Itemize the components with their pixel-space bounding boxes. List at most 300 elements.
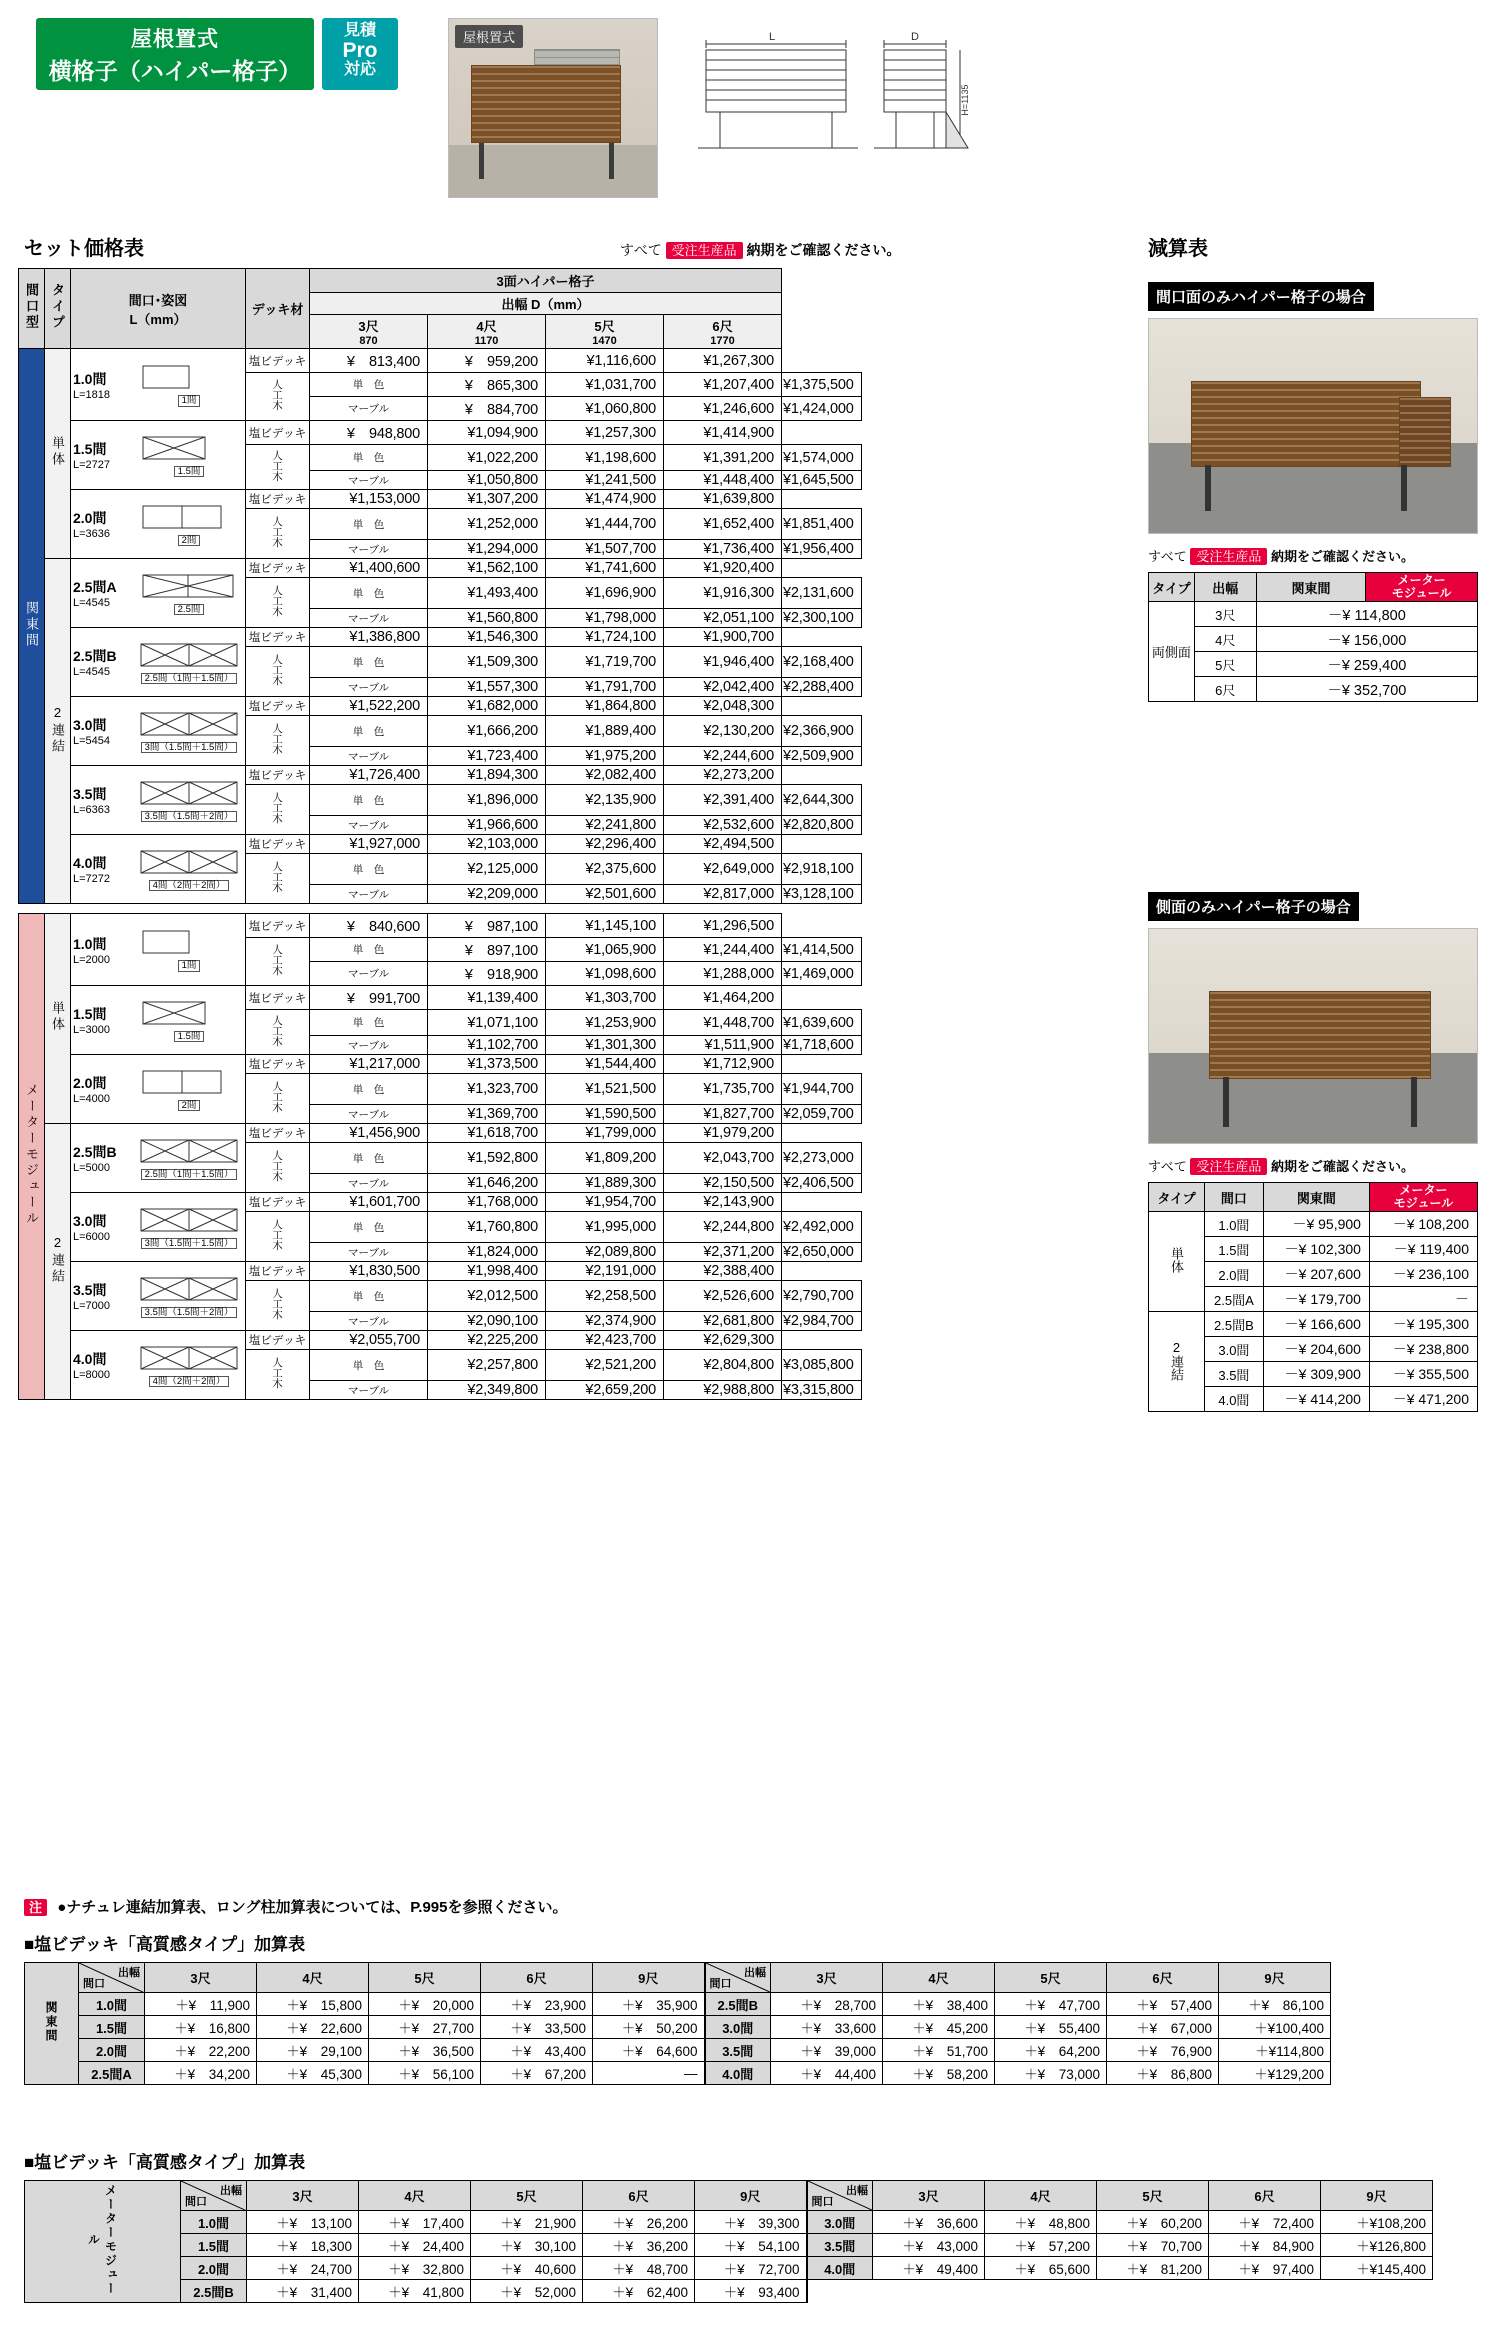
type-double: 2連結	[1149, 1312, 1205, 1412]
gensan-block1-note	[1148, 546, 1414, 565]
price-cell: ¥2,042,400	[664, 678, 782, 697]
table-row	[19, 1193, 862, 1212]
type-single: 単体	[50, 436, 65, 468]
deck-marble: マーブル	[310, 397, 428, 421]
main-table-title: セット価格表	[24, 238, 144, 260]
table-row	[25, 1993, 1331, 2016]
add-price: ＋¥ 26,200	[583, 2211, 695, 2234]
col-r-6尺: 6尺	[1107, 1963, 1219, 1993]
price-cell: ¥1,469,000	[782, 962, 862, 986]
price-cell: ¥1,894,300	[428, 766, 546, 785]
col-meter: メーター モジュール	[1369, 1183, 1477, 1212]
price-cell: ¥1,031,700	[546, 373, 664, 397]
add-price: ＋¥ 54,100	[695, 2234, 807, 2257]
photo-leg-left	[1223, 1077, 1229, 1127]
add-price: ＋¥ 81,200	[1097, 2257, 1209, 2280]
price-cell: ¥2,804,800	[664, 1350, 782, 1381]
price-cell: ¥2,089,800	[546, 1243, 664, 1262]
price-cell: ¥1,296,500	[664, 914, 782, 938]
col-d: 出幅	[1194, 573, 1256, 602]
price-cell: ¥1,798,000	[546, 609, 664, 628]
span-figure	[135, 998, 243, 1030]
note-prefix: すべて	[1148, 549, 1187, 564]
svg-text:H=1135: H=1135	[960, 84, 970, 116]
photo-tag: 屋根置式	[455, 25, 523, 48]
price-cell: ¥1,294,000	[428, 540, 546, 559]
price-cell: ¥2,150,500	[664, 1174, 782, 1193]
deck-marble: マーブル	[310, 471, 428, 490]
gensan-meter: －¥ 236,100	[1369, 1262, 1477, 1287]
deck-jinko: 人工木	[271, 654, 283, 686]
deck-jinko: 人工木	[271, 1219, 283, 1251]
photo-wood-side	[1399, 397, 1451, 467]
span-name: 2.5間B	[73, 648, 117, 664]
table-row	[19, 1331, 862, 1350]
price-cell: ¥2,168,400	[782, 647, 862, 678]
price-cell: ¥1,400,600	[310, 559, 428, 578]
add-price: ＋¥ 27,700	[369, 2016, 481, 2039]
table-row	[1149, 1212, 1478, 1237]
price-cell: ¥1,050,800	[428, 471, 546, 490]
span-name: 1.0間	[73, 935, 107, 952]
price-cell: ¥1,246,600	[664, 397, 782, 421]
d-label: 6尺	[1194, 677, 1256, 702]
price-cell: ¥1,065,900	[546, 938, 664, 962]
price-cell: ¥2,644,300	[782, 785, 862, 816]
note-suffix: 納期をご確認ください。	[746, 242, 901, 258]
add-price: ＋¥ 17,400	[359, 2211, 471, 2234]
table-row	[25, 2257, 1433, 2280]
price-cell: ¥1,375,500	[782, 373, 862, 397]
price-cell: ¥2,244,600	[664, 747, 782, 766]
price-cell: ¥1,736,400	[664, 540, 782, 559]
span-figure-label: 3.5間（1.5間＋2間）	[141, 1307, 238, 1319]
side-label: メーターモジュール	[86, 2184, 118, 2296]
w-label: 2.5間B	[1205, 1312, 1264, 1337]
price-cell: ¥ 897,100	[428, 938, 546, 962]
add-price: ＋¥ 72,700	[695, 2257, 807, 2280]
price-cell: ¥2,391,400	[664, 785, 782, 816]
span-length: L=6000	[73, 1231, 111, 1243]
table-row	[25, 2234, 1433, 2257]
corner-header-right: 間口 出幅	[705, 1963, 771, 1993]
price-cell: ¥2,300,100	[782, 609, 862, 628]
deck-jinko: 人工木	[271, 379, 283, 411]
price-cell: ¥2,371,200	[664, 1243, 782, 1262]
price-cell: ¥1,198,600	[546, 445, 664, 471]
price-cell: ¥1,646,200	[428, 1174, 546, 1193]
row-label-right: 4.0間	[807, 2257, 873, 2280]
span-length: L=7272	[73, 873, 111, 885]
price-cell: ¥1,022,200	[428, 445, 546, 471]
deck-enbi: 塩ビデッキ	[246, 349, 310, 373]
price-cell: ¥1,735,700	[664, 1074, 782, 1105]
badge-line1: 屋根置式	[131, 28, 219, 51]
table-row	[1149, 1312, 1478, 1337]
col-deck: デッキ材	[251, 302, 304, 317]
w-label: 1.5間	[1205, 1237, 1264, 1262]
type-single: 単体	[1149, 1212, 1205, 1312]
table-row	[1149, 652, 1478, 677]
price-cell: ¥1,592,800	[428, 1143, 546, 1174]
add-price: ＋¥ 21,900	[471, 2211, 583, 2234]
gensan-block1-caption: 間口面のみハイパー格子の場合	[1148, 282, 1374, 311]
price-cell: ¥2,629,300	[664, 1331, 782, 1350]
price-cell: ¥1,102,700	[428, 1036, 546, 1055]
span-figure	[135, 433, 243, 465]
price-cell: ¥1,493,400	[428, 578, 546, 609]
col-4尺: 4尺	[257, 1963, 369, 1993]
span-length: L=4545	[73, 597, 111, 609]
table-row	[19, 1124, 862, 1143]
side-label: 関東間	[44, 2001, 58, 2043]
price-cell: ¥1,444,700	[546, 509, 664, 540]
add-price: ＋¥ 72,400	[1209, 2211, 1321, 2234]
add-price: ＋¥ 76,900	[1107, 2039, 1219, 2062]
add-price: ＋¥ 34,200	[145, 2062, 257, 2085]
price-cell: ¥1,946,400	[664, 647, 782, 678]
row-label-right: 3.5間	[807, 2234, 873, 2257]
span-figure-label: 2.5間	[174, 604, 205, 616]
table-row	[25, 2211, 1433, 2234]
price-cell: ¥1,896,000	[428, 785, 546, 816]
deck-enbi: 塩ビデッキ	[246, 1055, 310, 1074]
price-cell: ¥1,509,300	[428, 647, 546, 678]
add-price: ＋¥ 84,900	[1209, 2234, 1321, 2257]
add-price: ＋¥ 43,400	[481, 2039, 593, 2062]
col-r-3尺: 3尺	[873, 2181, 985, 2211]
price-cell: ¥1,719,700	[546, 647, 664, 678]
deck-jinko: 人工木	[271, 1357, 283, 1389]
table-row	[19, 1055, 862, 1074]
row-label-left: 2.5間B	[181, 2280, 247, 2303]
span-figure-label: 1間	[178, 395, 201, 407]
table-row	[19, 628, 862, 647]
price-cell: ¥1,116,600	[546, 349, 664, 373]
table-row	[19, 697, 862, 716]
add-price: ＋¥ 67,200	[481, 2062, 593, 2085]
price-cell: ¥1,889,300	[546, 1174, 664, 1193]
price-cell: ¥1,889,400	[546, 716, 664, 747]
deck-marble: マーブル	[310, 1312, 428, 1331]
price-cell: ¥1,373,500	[428, 1055, 546, 1074]
col-r-9尺: 9尺	[1321, 2181, 1433, 2211]
span-figure	[135, 1343, 243, 1375]
add-price: ＋¥ 15,800	[257, 1993, 369, 2016]
price-cell: ¥1,386,800	[310, 628, 428, 647]
deck-enbi: 塩ビデッキ	[246, 835, 310, 854]
deck-jinko: 人工木	[271, 585, 283, 617]
add-table-2	[24, 2180, 1433, 2303]
table-row	[19, 835, 862, 854]
price-cell: ¥ 959,200	[428, 349, 546, 373]
deck-tan: 単 色	[310, 445, 428, 471]
span-length: L=6363	[73, 804, 111, 816]
table-row	[25, 2280, 1433, 2303]
span-figure	[135, 847, 243, 879]
price-cell: ¥1,723,400	[428, 747, 546, 766]
span-figure-label: 3間（1.5間＋1.5間）	[141, 1238, 238, 1250]
dcol-shaku-2: 5尺	[594, 319, 615, 334]
deck-jinko: 人工木	[271, 1288, 283, 1320]
price-cell: ¥1,724,100	[546, 628, 664, 647]
gensan-table-2	[1148, 1182, 1478, 1412]
price-cell: ¥1,507,700	[546, 540, 664, 559]
price-cell: ¥1,560,800	[428, 609, 546, 628]
add-price: ＋¥114,800	[1219, 2039, 1331, 2062]
gensan-kanto: －¥ 414,200	[1263, 1387, 1369, 1412]
add-price: ＋¥ 55,400	[995, 2016, 1107, 2039]
price-cell: ¥2,918,100	[782, 854, 862, 885]
span-name: 3.0間	[73, 717, 107, 733]
deck-marble: マーブル	[310, 1381, 428, 1400]
price-cell: ¥1,153,000	[310, 490, 428, 509]
price-cell: ¥1,217,000	[310, 1055, 428, 1074]
deck-tan: 単 色	[310, 716, 428, 747]
deck-enbi: 塩ビデッキ	[246, 697, 310, 716]
deck-tan: 単 色	[310, 647, 428, 678]
gensan-price: －¥ 259,400	[1256, 652, 1477, 677]
add-price: ＋¥ 28,700	[771, 1993, 883, 2016]
deck-marble: マーブル	[310, 1036, 428, 1055]
span-name: 1.5間	[73, 441, 107, 457]
price-cell: ¥1,827,700	[664, 1105, 782, 1124]
price-cell: ¥1,094,900	[428, 421, 546, 445]
col-r-5尺: 5尺	[995, 1963, 1107, 1993]
price-cell: ¥2,492,000	[782, 1212, 862, 1243]
gensan-title: 減算表	[1148, 238, 1208, 260]
deck-jinko: 人工木	[271, 516, 283, 548]
add-price: ＋¥ 52,000	[471, 2280, 583, 2303]
row-label-left: 1.0間	[181, 2211, 247, 2234]
span-length: L=8000	[73, 1369, 111, 1381]
span-name: 1.5間	[73, 1006, 107, 1022]
row-label-left: 1.5間	[181, 2234, 247, 2257]
col-3尺: 3尺	[247, 2181, 359, 2211]
w-label: 1.0間	[1205, 1212, 1264, 1237]
price-cell: ¥2,131,600	[782, 578, 862, 609]
add-price: ＋¥ 18,300	[247, 2234, 359, 2257]
gensan-block2-note	[1148, 1156, 1414, 1175]
deck-marble: マーブル	[310, 1105, 428, 1124]
add-price: ＋¥126,800	[1321, 2234, 1433, 2257]
price-cell: ¥1,851,400	[782, 509, 862, 540]
table-row	[19, 421, 862, 445]
deck-enbi: 塩ビデッキ	[246, 1193, 310, 1212]
add-price: ＋¥ 39,000	[771, 2039, 883, 2062]
gensan-meter: －¥ 119,400	[1369, 1237, 1477, 1262]
deck-jinko: 人工木	[271, 1014, 283, 1047]
gensan-meter: －¥ 238,800	[1369, 1337, 1477, 1362]
deck-jinko: 人工木	[271, 723, 283, 755]
row-label-right: 3.5間	[705, 2039, 771, 2062]
col-9尺: 9尺	[593, 1963, 705, 1993]
photo-wood-panel	[471, 65, 621, 143]
gensan-block1-caption-wrap	[1148, 282, 1374, 311]
span-figure-label: 2間	[178, 535, 201, 547]
price-cell: ¥1,601,700	[310, 1193, 428, 1212]
span-figure	[135, 1274, 243, 1306]
add-price: ＋¥ 57,200	[985, 2234, 1097, 2257]
price-cell: ¥3,128,100	[782, 885, 862, 904]
price-cell: ¥2,135,900	[546, 785, 664, 816]
span-length: L=5000	[73, 1162, 111, 1174]
add-price: ＋¥ 11,900	[145, 1993, 257, 2016]
add-price: ＋¥ 57,400	[1107, 1993, 1219, 2016]
price-cell: ¥1,414,500	[782, 938, 862, 962]
add-table-2-title: ■塩ビデッキ「高質感タイプ」加算表	[24, 2153, 306, 2172]
product-badge	[36, 18, 314, 90]
add-price: ＋¥ 60,200	[1097, 2211, 1209, 2234]
table-row	[19, 1262, 862, 1281]
price-cell: ¥2,012,500	[428, 1281, 546, 1312]
span-name: 2.5間B	[73, 1144, 117, 1160]
dcol-shaku-0: 3尺	[358, 319, 379, 334]
price-cell: ¥2,244,800	[664, 1212, 782, 1243]
price-cell: ¥1,927,000	[310, 835, 428, 854]
photo-leg-left	[1205, 465, 1211, 511]
col-span-unit: L（mm）	[129, 311, 187, 327]
price-cell: ¥2,494,500	[664, 835, 782, 854]
span-length: L=5454	[73, 735, 111, 747]
set-price-table	[18, 268, 862, 1400]
price-cell: ¥2,509,900	[782, 747, 862, 766]
price-cell: ¥2,423,700	[546, 1331, 664, 1350]
price-cell: ¥2,984,700	[782, 1312, 862, 1331]
price-cell: ¥1,252,000	[428, 509, 546, 540]
add-price: ＋¥ 32,800	[359, 2257, 471, 2280]
gensan-block1-photo	[1148, 318, 1478, 534]
span-length: L=1818	[73, 388, 111, 401]
price-cell: ¥2,375,600	[546, 854, 664, 885]
deck-marble: マーブル	[310, 678, 428, 697]
d-label: 4尺	[1194, 627, 1256, 652]
price-cell: ¥2,225,200	[428, 1331, 546, 1350]
deck-tan: 単 色	[310, 578, 428, 609]
dcol-mm-2: 1470	[592, 335, 617, 347]
add-price: ＋¥ 38,400	[883, 1993, 995, 2016]
product-photo	[448, 18, 658, 198]
price-cell: ¥1,267,300	[664, 349, 782, 373]
span-figure-label: 2.5間（1間＋1.5間）	[141, 1169, 238, 1181]
gensan-kanto: －¥ 204,600	[1263, 1337, 1369, 1362]
span-name: 3.0間	[73, 1213, 107, 1229]
price-cell: ¥1,760,800	[428, 1212, 546, 1243]
price-cell: ¥1,768,000	[428, 1193, 546, 1212]
price-cell: ¥ 840,600	[310, 914, 428, 938]
price-cell: ¥2,790,700	[782, 1281, 862, 1312]
price-cell: ¥1,145,100	[546, 914, 664, 938]
span-name: 2.0間	[73, 1075, 107, 1091]
col-w: 間口	[1205, 1183, 1264, 1212]
made-to-order-badge: 受注生産品	[1190, 548, 1267, 565]
add-price: ＋¥ 45,200	[883, 2016, 995, 2039]
span-length: L=4000	[73, 1093, 111, 1105]
span-figure-label: 3.5間（1.5間＋2間）	[141, 811, 238, 823]
price-cell: ¥1,307,200	[428, 490, 546, 509]
price-cell: ¥ 948,800	[310, 421, 428, 445]
span-figure-label: 2.5間（1間＋1.5間）	[141, 673, 238, 685]
dcol-shaku-1: 4尺	[476, 319, 497, 334]
footnote-mark: 注	[24, 1899, 47, 1916]
add-price: ＋¥ 49,400	[873, 2257, 985, 2280]
note-prefix: すべて	[1148, 1159, 1187, 1174]
span-length: L=7000	[73, 1300, 111, 1312]
add-price: ＋¥ 29,100	[257, 2039, 369, 2062]
add-price: ＋¥ 58,200	[883, 2062, 995, 2085]
footnote	[24, 1896, 567, 1917]
span-name: 2.5間A	[73, 579, 117, 595]
table-row	[25, 2062, 1331, 2085]
price-cell: ¥1,562,100	[428, 559, 546, 578]
add-price: ＋¥ 36,500	[369, 2039, 481, 2062]
gensan-price: －¥ 352,700	[1256, 677, 1477, 702]
gensan-block2-photo	[1148, 928, 1478, 1144]
price-cell: ¥2,209,000	[428, 885, 546, 904]
price-cell: ¥1,071,100	[428, 1010, 546, 1036]
table-row	[19, 914, 862, 938]
pro-line1: 見積	[343, 22, 376, 39]
deck-tan: 単 色	[310, 1212, 428, 1243]
row-label-right: 4.0間	[705, 2062, 771, 2085]
col-5尺: 5尺	[471, 2181, 583, 2211]
deck-tan: 単 色	[310, 785, 428, 816]
price-cell: ¥2,406,500	[782, 1174, 862, 1193]
deck-tan: 単 色	[310, 509, 428, 540]
deck-tan: 単 色	[310, 373, 428, 397]
price-cell: ¥2,051,100	[664, 609, 782, 628]
span-figure-label: 3間（1.5間＋1.5間）	[141, 742, 238, 754]
add-price: ＋¥ 64,200	[995, 2039, 1107, 2062]
deck-tan: 単 色	[310, 938, 428, 962]
price-cell: ¥2,659,200	[546, 1381, 664, 1400]
price-cell: ¥2,366,900	[782, 716, 862, 747]
deck-jinko: 人工木	[271, 944, 283, 976]
col-kanto: 関東間	[1263, 1183, 1369, 1212]
price-cell: ¥1,975,200	[546, 747, 664, 766]
photo-wood-panel	[1209, 991, 1431, 1079]
photo-wood-panel	[1191, 381, 1421, 467]
gensan-kanto: －¥ 309,900	[1263, 1362, 1369, 1387]
add-price: ＋¥145,400	[1321, 2257, 1433, 2280]
row-label-right: 2.5間B	[705, 1993, 771, 2016]
price-cell: ¥2,143,900	[664, 1193, 782, 1212]
price-cell: ¥1,666,200	[428, 716, 546, 747]
col-9尺: 9尺	[695, 2181, 807, 2211]
price-cell: ¥1,954,700	[546, 1193, 664, 1212]
deck-enbi: 塩ビデッキ	[246, 986, 310, 1010]
gensan-meter: －¥ 471,200	[1369, 1387, 1477, 1412]
deck-enbi: 塩ビデッキ	[246, 914, 310, 938]
price-cell: ¥2,130,200	[664, 716, 782, 747]
price-cell: ¥1,645,500	[782, 471, 862, 490]
add-price: ＋¥ 86,100	[1219, 1993, 1331, 2016]
price-cell: ¥1,139,400	[428, 986, 546, 1010]
price-cell: ¥1,741,600	[546, 559, 664, 578]
price-cell: ¥2,649,000	[664, 854, 782, 885]
table-row	[19, 986, 862, 1010]
gensan-block2-caption: 側面のみハイパー格子の場合	[1148, 892, 1359, 921]
col-r-3尺: 3尺	[771, 1963, 883, 1993]
col-6尺: 6尺	[481, 1963, 593, 1993]
price-cell: ¥1,414,900	[664, 421, 782, 445]
photo-leg-left	[479, 143, 484, 179]
span-figure	[135, 1205, 243, 1237]
add-price: ＋¥ 33,500	[481, 2016, 593, 2039]
deck-enbi: 塩ビデッキ	[246, 421, 310, 445]
group-label-1: メーターモジュール	[24, 1083, 39, 1227]
price-cell: ¥3,315,800	[782, 1381, 862, 1400]
